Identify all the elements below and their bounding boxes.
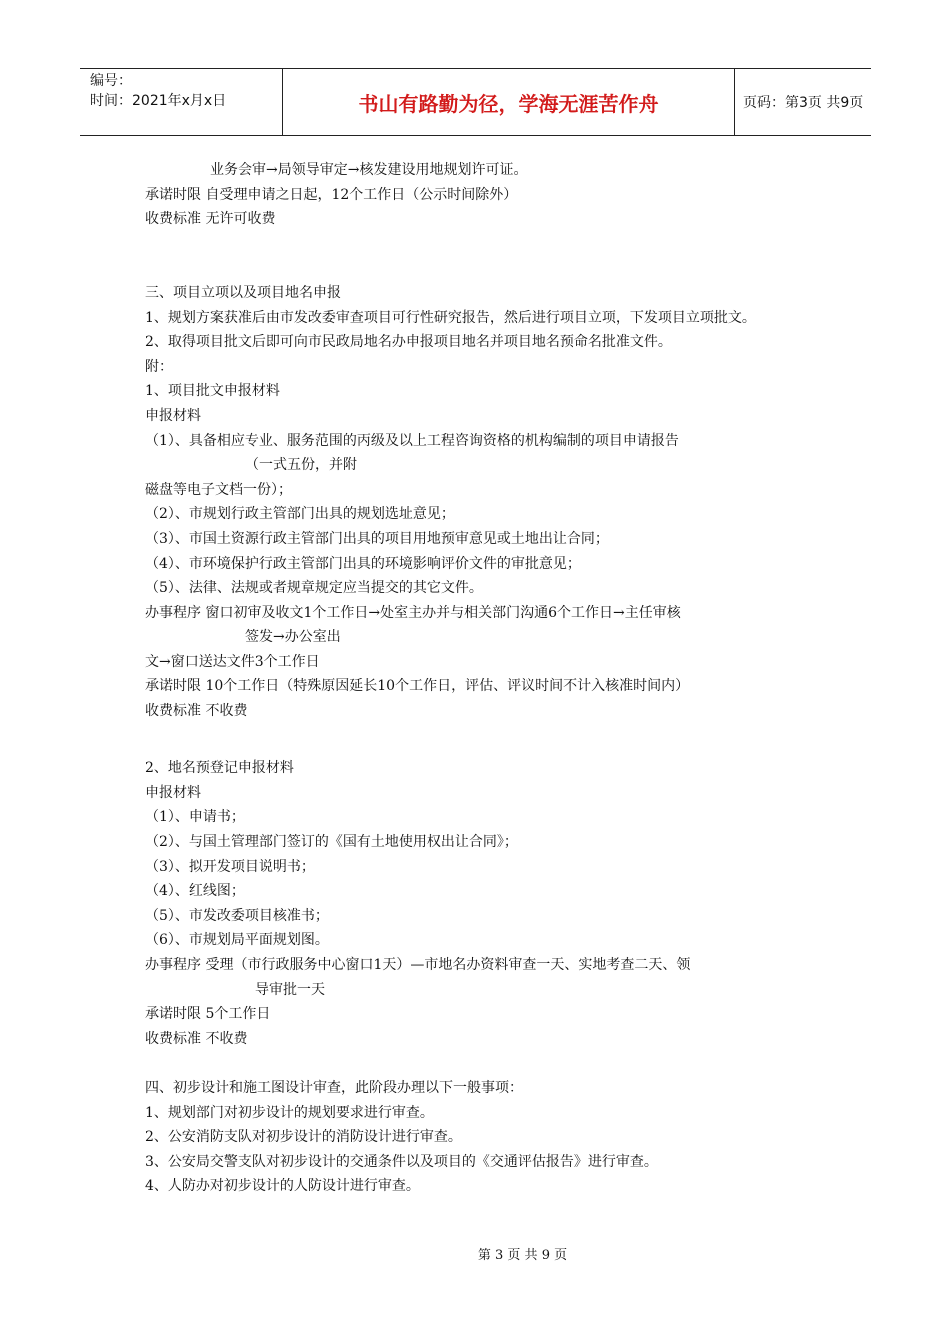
paragraph: 附： bbox=[145, 358, 173, 375]
paragraph: 2、取得项目批文后即可向市民政局地名办申报项目地名并项目地名预命名批准文件。 bbox=[145, 334, 672, 351]
paragraph: 承诺时限 5个工作日 bbox=[145, 1006, 271, 1023]
list-item: （2）、市规划行政主管部门出具的规划选址意见； bbox=[145, 506, 455, 523]
section-heading: 三、项目立项以及项目地名申报 bbox=[145, 284, 341, 301]
header-meta bbox=[80, 69, 283, 135]
paragraph: 文→窗口送达文件3个工作日 bbox=[145, 653, 320, 670]
paragraph: 导审批一天 bbox=[255, 981, 325, 998]
paragraph: 申报材料 bbox=[145, 407, 201, 424]
paragraph: 收费标准 无许可收费 bbox=[145, 211, 276, 228]
list-item: 2、公安消防支队对初步设计的消防设计进行审查。 bbox=[145, 1129, 462, 1146]
header-motto: 书山有路勤为径，学海无涯苦作舟 bbox=[283, 69, 735, 135]
list-item: （6）、市规划局平面规划图。 bbox=[145, 932, 329, 949]
subsection-heading: 2、地名预登记申报材料 bbox=[145, 760, 294, 777]
paragraph: 收费标准 不收费 bbox=[145, 703, 248, 720]
subsection-heading: 1、项目批文申报材料 bbox=[145, 383, 280, 400]
header-page-label: 页码：第3页 共9页 bbox=[743, 95, 864, 111]
list-item: （2）、与国土管理部门签订的《国有土地使用权出让合同》； bbox=[145, 834, 518, 851]
list-item: （1）、申请书； bbox=[145, 809, 245, 826]
paragraph: 收费标准 不收费 bbox=[145, 1030, 248, 1047]
paragraph: 办事程序 受理（市行政服务中心窗口1天）—市地名办资料审查一天、实地考查二天、领 bbox=[145, 957, 691, 973]
list-item: 磁盘等电子文档一份）； bbox=[145, 481, 292, 498]
list-item: （3）、拟开发项目说明书； bbox=[145, 858, 315, 875]
list-item: 3、公安局交警支队对初步设计的交通条件以及项目的《交通评估报告》进行审查。 bbox=[145, 1153, 658, 1170]
number-label: 编号： bbox=[90, 73, 132, 89]
paragraph: 承诺时限 自受理申请之日起，12个工作日（公示时间除外） bbox=[145, 186, 518, 203]
date-label: 时间：2021年x月x日 bbox=[90, 93, 227, 109]
list-item: （一式五份，并附 bbox=[245, 457, 357, 474]
document-header bbox=[80, 68, 871, 136]
list-item: （4）、红线图； bbox=[145, 883, 245, 900]
paragraph: 承诺时限 10个工作日（特殊原因延长10个工作日，评估、评议时间不计入核准时间内） bbox=[145, 678, 690, 695]
paragraph: 办事程序 窗口初审及收文1个工作日→处室主办并与相关部门沟通6个工作日→主任审核 bbox=[145, 604, 681, 621]
list-item: 4、人防办对初步设计的人防设计进行审查。 bbox=[145, 1178, 420, 1195]
paragraph: 业务会审→局领导审定→核发建设用地规划许可证。 bbox=[210, 162, 528, 178]
document-body bbox=[145, 158, 813, 1199]
list-item: （5）、法律、法规或者规章规定应当提交的其它文件。 bbox=[145, 580, 483, 597]
paragraph: 签发→办公室出 bbox=[245, 629, 341, 646]
list-item: （5）、市发改委项目核准书； bbox=[145, 907, 329, 924]
paragraph: 1、规划方案获准后由市发改委审查项目可行性研究报告，然后进行项目立项，下发项目立项批文。 bbox=[145, 309, 756, 326]
list-item: 1、规划部门对初步设计的规划要求进行审查。 bbox=[145, 1104, 434, 1121]
list-item: （3）、市国土资源行政主管部门出具的项目用地预审意见或土地出让合同； bbox=[145, 530, 609, 547]
list-item: （1）、具备相应专业、服务范围的丙级及以上工程咨询资格的机构编制的项目申请报告 bbox=[145, 432, 679, 449]
page-footer: 第 3 页 共 9 页 bbox=[477, 1248, 568, 1263]
paragraph: 申报材料 bbox=[145, 784, 201, 801]
list-item: （4）、市环境保护行政主管部门出具的环境影响评价文件的审批意见； bbox=[145, 555, 581, 572]
section-heading: 四、初步设计和施工图设计审查，此阶段办理以下一般事项： bbox=[145, 1079, 523, 1096]
